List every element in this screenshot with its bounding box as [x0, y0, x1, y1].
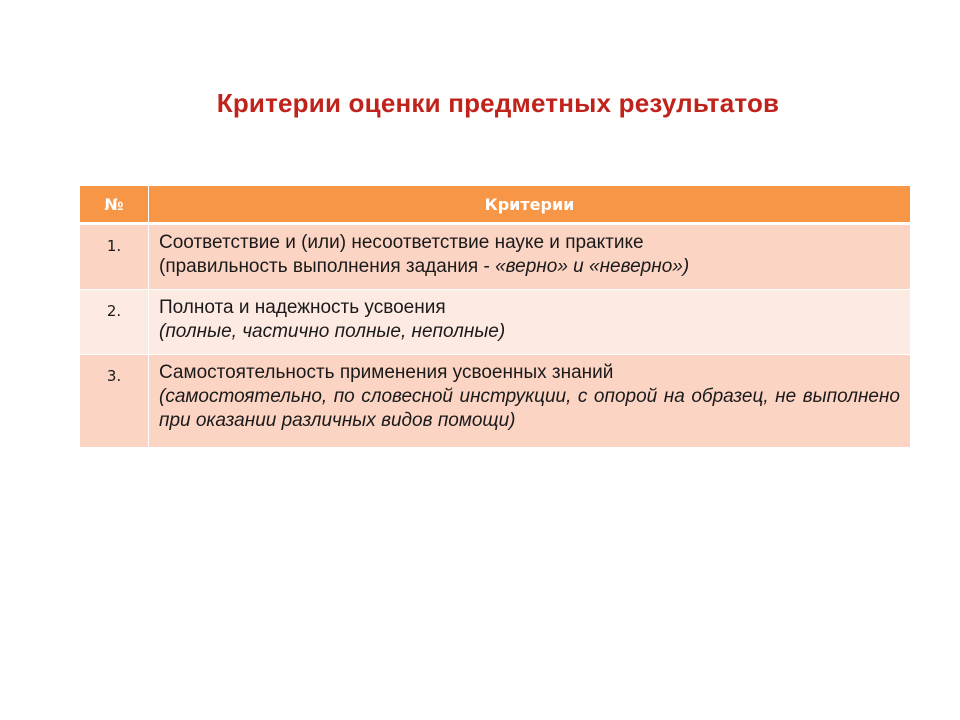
criteria-secondary-italic: (полные, частично полные, неполные) — [159, 321, 506, 342]
criteria-secondary-italic: «верно» и «неверно») — [495, 256, 690, 277]
row-number: 2. — [80, 290, 149, 355]
criteria-table — [80, 186, 910, 448]
row-criteria-cell — [149, 225, 910, 290]
table-header-row — [80, 186, 910, 225]
criteria-secondary-prefix: (правильность выполнения задания - — [159, 256, 496, 277]
header-criteria: Критерии — [149, 186, 910, 225]
row-criteria-cell — [149, 355, 910, 448]
table-row — [80, 290, 910, 355]
row-criteria-cell — [149, 290, 910, 355]
header-number: № — [80, 186, 149, 225]
row-number: 3. — [80, 355, 149, 448]
table-row — [80, 355, 910, 448]
slide-title: Критерии оценки предметных результатов — [216, 88, 780, 118]
row-number: 1. — [80, 225, 149, 290]
criteria-main-text: Полнота и надежность усвоения — [159, 297, 446, 318]
criteria-main-text: Соответствие и (или) несоответствие науке и практике — [159, 232, 644, 253]
table-row — [80, 225, 910, 290]
criteria-secondary-text — [159, 255, 900, 279]
criteria-main-text: Самостоятельность применения усвоенных знаний — [159, 362, 614, 383]
criteria-secondary-italic: (самостоятельно, по словесной инструкции, с опорой на образец, не выполнено при оказании различных видов помощи) — [159, 386, 900, 431]
